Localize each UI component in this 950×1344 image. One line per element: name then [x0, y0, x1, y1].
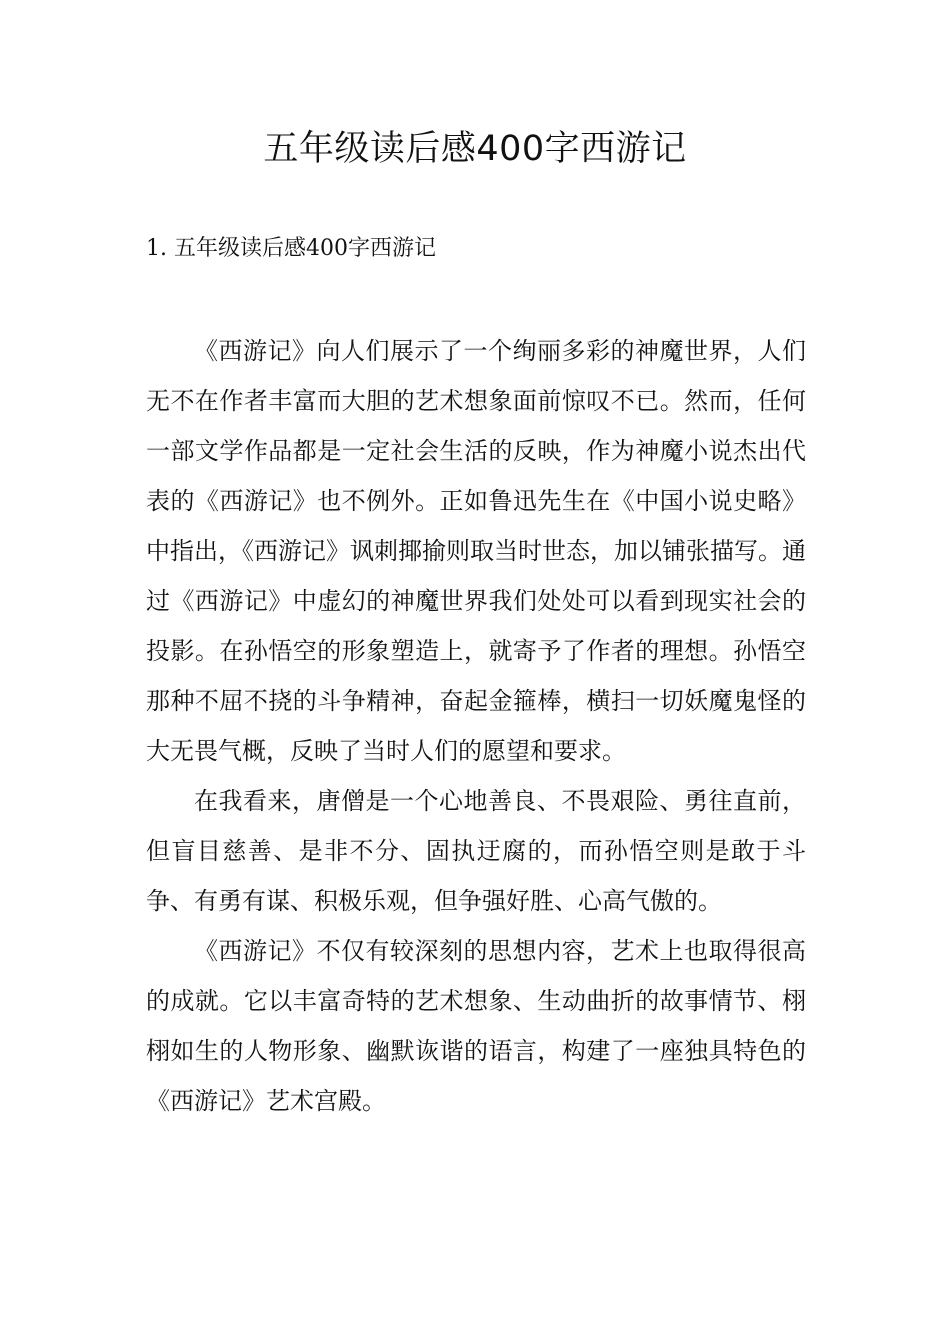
paragraph-2: 在我看来，唐僧是一个心地善良、不畏艰险、勇往直前，但盲目慈善、是非不分、固执迂腐的，而孙悟空则是敢于斗争、有勇有谋、积极乐观，但争强好胜、心高气傲的。: [146, 787, 806, 915]
document-body: [146, 326, 806, 1126]
paragraph-3: 《西游记》不仅有较深刻的思想内容，艺术上也取得很高的成就。它以丰富奇特的艺术想象、生动曲折的故事情节、栩栩如生的人物形象、幽默诙谐的语言，构建了一座独具特色的《西游记》艺术宫殿。: [146, 937, 806, 1115]
section-heading: 1. 五年级读后感400字西游记: [146, 236, 436, 261]
document-title: 五年级读后感400字西游记: [263, 129, 687, 169]
paragraph-1: 《西游记》向人们展示了一个绚丽多彩的神魔世界，人们无不在作者丰富而大胆的艺术想象面前惊叹不已。然而，任何一部文学作品都是一定社会生活的反映，作为神魔小说杰出代表的《西游记》也不例外。正如鲁迅先生在《中国小说史略》中指出，《西游记》讽刺揶揄则取当时世态，加以铺张描写。通过《西游记》中虚幻的神魔世界我们处处可以看到现实社会的投影。在孙悟空的形象塑造上，就寄予了作者的理想。孙悟空那种不屈不挠的斗争精神，奋起金箍棒，横扫一切妖魔鬼怪的大无畏气概，反映了当时人们的愿望和要求。: [146, 337, 806, 765]
